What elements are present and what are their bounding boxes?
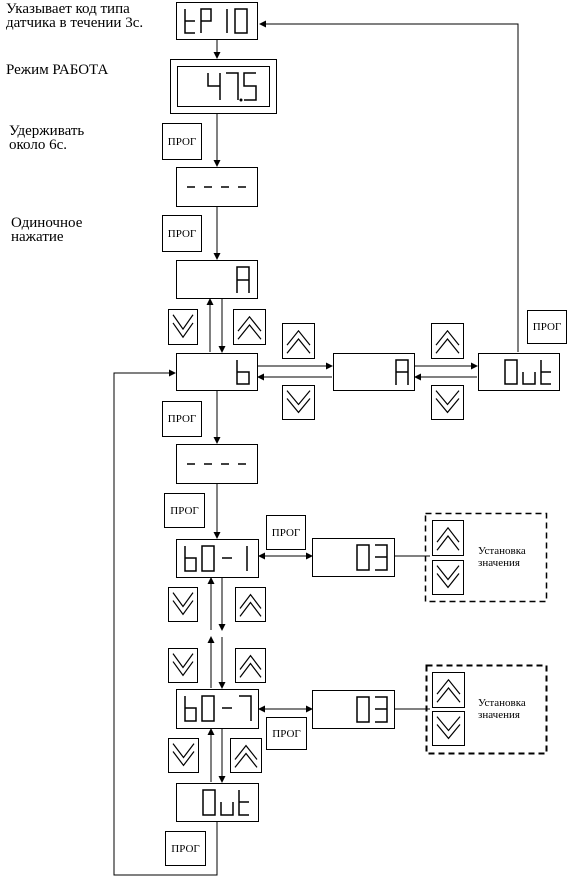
seg-digits xyxy=(313,691,394,728)
seg-digits xyxy=(177,784,258,821)
down-button[interactable] xyxy=(168,648,198,683)
single-press-note: Одиночное нажатие xyxy=(11,215,83,245)
work-mode-label: Режим РАБОТА xyxy=(6,62,109,78)
seg-digits xyxy=(177,354,257,390)
hold-note: Удерживать около 6с. xyxy=(9,123,85,153)
down-button[interactable] xyxy=(431,385,464,420)
down-button[interactable] xyxy=(168,309,198,345)
seg-digits xyxy=(177,261,257,298)
up-arrow-icon xyxy=(236,649,265,682)
up-button[interactable] xyxy=(432,520,464,556)
down-button[interactable] xyxy=(282,385,315,420)
display-sensor-code xyxy=(176,2,258,40)
up-arrow-icon xyxy=(432,324,463,358)
seg-digits xyxy=(177,3,257,39)
prog-button[interactable]: ПРОГ xyxy=(164,493,205,528)
display-param-b01 xyxy=(176,539,259,578)
down-arrow-icon xyxy=(283,386,314,419)
up-arrow-icon xyxy=(433,673,464,707)
display-out-right xyxy=(478,353,560,391)
prog-button[interactable]: ПРОГ xyxy=(527,310,567,344)
prog-button[interactable]: ПРОГ xyxy=(266,717,307,750)
down-arrow-icon xyxy=(433,561,463,594)
display-dashes-1 xyxy=(176,167,258,207)
up-arrow-icon xyxy=(283,324,314,358)
down-button[interactable] xyxy=(168,738,199,773)
seg-digits xyxy=(177,540,258,577)
prog-button[interactable]: ПРОГ xyxy=(162,401,202,437)
down-arrow-icon xyxy=(433,712,464,745)
display-menu-a xyxy=(176,260,258,299)
seg-digits xyxy=(479,354,559,390)
seg-digits xyxy=(178,67,269,106)
seg-digits xyxy=(334,354,414,390)
sensor-code-note: Указывает код типа датчика в течении 3с. xyxy=(6,1,144,31)
prog-button[interactable]: ПРОГ xyxy=(162,123,202,160)
down-arrow-icon xyxy=(169,739,198,772)
down-arrow-icon xyxy=(169,310,197,344)
display-value-2 xyxy=(312,690,395,729)
up-button[interactable] xyxy=(235,648,266,683)
down-arrow-icon xyxy=(169,649,197,682)
seg-digits xyxy=(313,539,394,576)
display-work-mode-frame xyxy=(170,59,277,114)
display-work-value xyxy=(177,66,270,107)
up-arrow-icon xyxy=(234,310,265,344)
seg-dashes xyxy=(177,168,257,206)
up-button[interactable] xyxy=(282,323,315,359)
prog-button[interactable]: ПРОГ xyxy=(162,215,202,252)
down-arrow-icon xyxy=(169,588,197,621)
up-button[interactable] xyxy=(432,672,465,708)
up-button[interactable] xyxy=(233,309,266,345)
prog-button[interactable]: ПРОГ xyxy=(165,831,206,866)
up-arrow-icon xyxy=(433,521,463,555)
up-arrow-icon xyxy=(236,588,265,621)
seg-digits xyxy=(177,690,258,728)
up-arrow-icon xyxy=(231,739,261,772)
set-value-label-2: Установка значения xyxy=(478,697,526,721)
display-out-bottom xyxy=(176,783,259,822)
up-button[interactable] xyxy=(235,587,266,622)
prog-button[interactable]: ПРОГ xyxy=(266,515,306,550)
display-param-b07 xyxy=(176,689,259,729)
display-menu-b xyxy=(176,353,258,391)
display-dashes-2 xyxy=(176,444,258,484)
down-button[interactable] xyxy=(432,560,464,595)
set-value-label-1: Установка значения xyxy=(478,545,526,569)
seg-dashes xyxy=(177,445,257,483)
display-value-1 xyxy=(312,538,395,577)
display-menu-a-right xyxy=(333,353,415,391)
up-button[interactable] xyxy=(431,323,464,359)
down-button[interactable] xyxy=(168,587,198,622)
down-button[interactable] xyxy=(432,711,465,746)
down-arrow-icon xyxy=(432,386,463,419)
up-button[interactable] xyxy=(230,738,262,773)
